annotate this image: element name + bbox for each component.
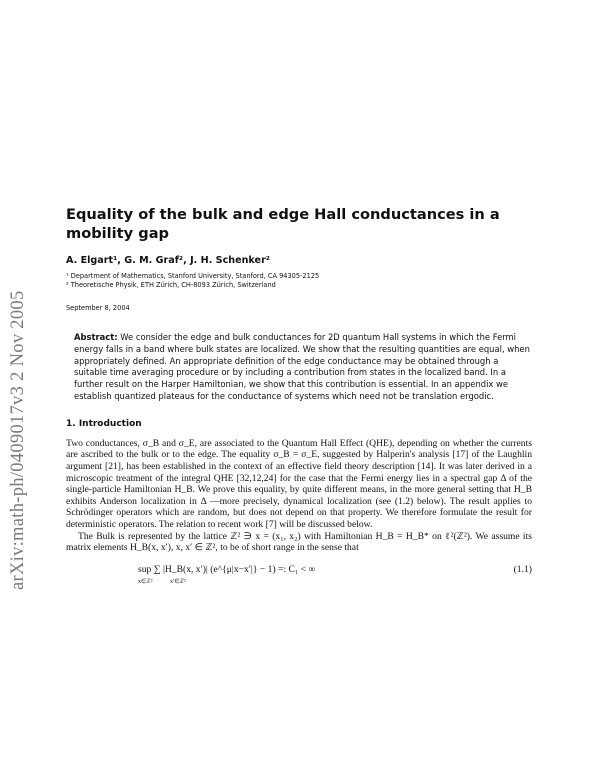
intro-paragraph-2: The Bulk is represented by the lattice ℤ² ∋ x = (x₁, x₂) with Hamiltonian H_B = H_B* on ℓ²(ℤ²). We assume its matrix elements H_B(x, x′), x, x′ ∈ ℤ², to be of short range in the sense that: [66, 530, 532, 554]
equation-sup-subscript: x∈ℤ²: [138, 578, 153, 585]
abstract-block: [74, 332, 532, 403]
author-list: A. Elgart¹, G. M. Graf², J. H. Schenker²: [66, 255, 270, 266]
equation-1-1: [66, 560, 532, 588]
section-heading: 1. Introduction: [66, 418, 142, 429]
affiliation-2: ² Theoretische Physik, ETH Zürich, CH-8093 Zürich, Switzerland: [66, 281, 276, 289]
equation-expression: sup ∑ |H_B(x, x′)| (e^{μ|x−x′|} − 1) =: C₁ < ∞: [138, 563, 316, 575]
intro-paragraph-1: Two conductances, σ_B and σ_E, are associated to the Quantum Hall Effect (QHE), depending on whether the currents are ascribed to the bulk or to the edge. The equality σ_B = σ_E, suggested by Halperin's analysis [17] of the Laughlin argument [21], has been established in the context of an effective field theory description [14]. It was later derived in a microscopic treatment of the integral QHE [32,12,24] for the case that the Fermi energy lies in a spectral gap Δ of the single-particle Hamiltonian H_B. We prove this equality, by quite different means, in the more general setting that H_B exhibits Anderson localization in Δ —more precisely, dynamical localization (see (1.2) below). The result applies to Schrödinger operators which are random, but does not depend on that property. We therefore formulate the result for deterministic operators. The relation to recent work [7] will be discussed below.: [66, 437, 532, 530]
paper-page: [66, 205, 532, 588]
paper-date: September 8, 2004: [66, 304, 130, 312]
arxiv-identifier-stamp: arXiv:math-ph/0409017v3 2 Nov 2005: [8, 290, 28, 590]
equation-number: (1.1): [513, 563, 532, 575]
abstract-label: Abstract:: [74, 332, 118, 342]
affiliation-list: [66, 272, 532, 290]
paper-title: Equality of the bulk and edge Hall conductances in a mobility gap: [66, 206, 500, 242]
affiliation-1: ¹ Department of Mathematics, Stanford University, Stanford, CA 94305-2125: [66, 272, 320, 280]
abstract-text: We consider the edge and bulk conductances for 2D quantum Hall systems in which the Fermi energy falls in a band where bulk states are localized. We show that the resulting quantities are equal, when appropriately defined. An appropriate definition of the edge conductance may be obtained through a suitable time averaging procedure or by including a contribution from states in the localized band. In a further result on the Harper Hamiltonian, we show that this contribution is essential. In an appendix we establish quantized plateaus for the conductance of systems which need not be translation ergodic.: [74, 332, 530, 401]
equation-sum-subscript: x′∈ℤ²: [170, 578, 186, 585]
